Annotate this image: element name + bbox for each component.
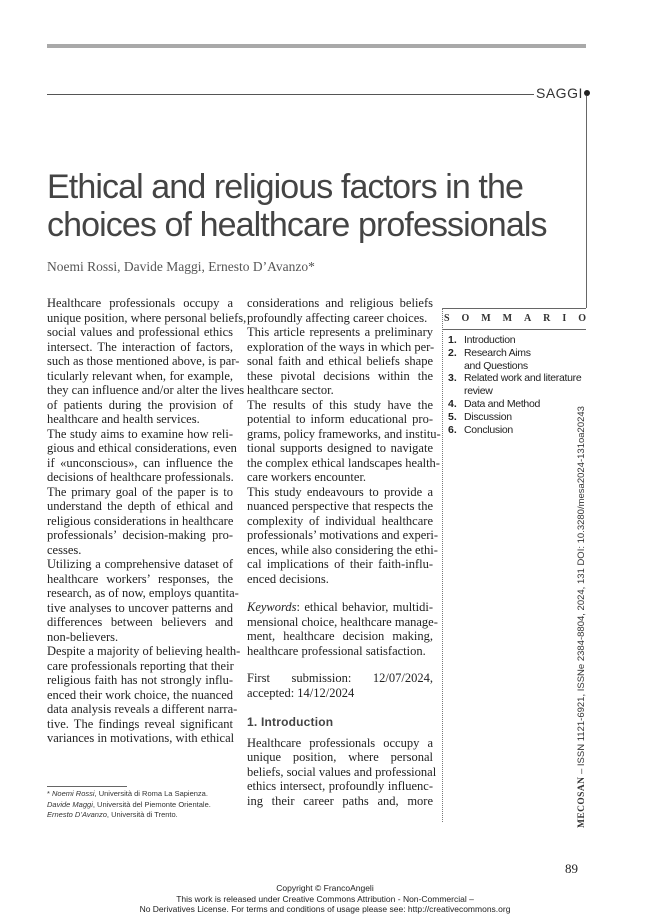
toc-item-label: review [464, 385, 493, 398]
text-line: these pivotal decisions within the [247, 368, 433, 383]
text-line: ences, while also considering the ethi- [247, 542, 438, 557]
page-number: 89 [565, 861, 578, 876]
toc-title-letter: O [461, 313, 470, 324]
text-line: professionals’ motivations and experi- [247, 528, 439, 542]
keywords-line: ment, healthcare decision making, [247, 629, 433, 643]
text-line: The study aims to examine how reli- [47, 426, 233, 441]
toc-top-rule [442, 308, 586, 309]
toc-title-letter: M [481, 313, 491, 324]
footnote-author: Davide Maggi [47, 799, 93, 809]
toc-item[interactable] [448, 372, 588, 398]
toc-title-letter: S [444, 313, 450, 324]
footnote-author: Noemi Rossi [52, 789, 95, 798]
keywords-line: healthcare professional satisfaction. [247, 643, 426, 658]
text-line: Healthcare professionals occupy a [47, 296, 233, 310]
toc-item-number: 6. [448, 423, 457, 436]
text-line: understand the depth of ethical and [47, 499, 233, 513]
footnote-affiliation: , Università di Roma La Sapienza. [94, 789, 208, 798]
toc-item-number: 4. [448, 397, 457, 410]
text-line: nuanced perspective that respects the [247, 499, 433, 513]
toc-item-label: Introduction [464, 334, 516, 346]
text-line: cal implications of their faith-influ- [247, 557, 433, 571]
text-line: profoundly affecting career choices. [247, 310, 428, 325]
footnote-affiliation: , Università del Piemonte Orientale. [92, 799, 211, 809]
text-line: if «unconscious», can influence the [47, 455, 233, 470]
text-line: differences between believers and [47, 615, 233, 629]
text-line: Utilizing a comprehensive dataset of [47, 557, 233, 571]
journal-issn-doi: – ISSN 1121-6921, ISSNe 2384-8804, 2024, 131 DOI: 10.3280/mesa2024-131oa20243 [576, 406, 587, 777]
text-line: professionals’ decision-making pro- [47, 528, 233, 542]
submission-line: First submission: 12/07/2024, [247, 671, 433, 685]
title-line: choices of healthcare professionals [47, 206, 547, 244]
text-line: ethics intersect, profoundly influenc- [247, 779, 433, 793]
section-dot [584, 90, 590, 96]
introduction-text [247, 735, 437, 809]
text-line: This article represents a preliminary [247, 325, 433, 339]
toc-item-number: 2. [448, 346, 457, 359]
title-line: Ethical and religious factors in the [47, 168, 523, 206]
table-of-contents [448, 334, 588, 436]
journal-name: MECOSAN [577, 776, 587, 828]
text-line: ticularly relevant when, for example, [47, 368, 233, 383]
toc-item-number: 3. [448, 372, 457, 385]
text-line: Despite a majority of believing health- [47, 644, 241, 658]
spacer [247, 658, 433, 667]
submission-line: accepted: 14/12/2024 [247, 685, 355, 700]
section-rule [47, 94, 534, 95]
toc-title-rule [442, 329, 586, 330]
text-line: decisions of healthcare professionals. [47, 470, 234, 484]
text-line: Healthcare professionals occupy a [247, 735, 433, 750]
submission-info [247, 671, 433, 700]
text-line: The primary goal of the paper is to [47, 484, 233, 499]
text-line: social values and professional ethics [47, 325, 233, 339]
footnote-affiliation: , Università di Trento. [106, 810, 178, 819]
author-footnotes [47, 789, 211, 821]
text-line: such as those mentioned above, is par- [47, 354, 240, 368]
footnote-marker: * [47, 789, 53, 798]
license-line: This work is released under Creative Commons Attribution - Non-Commercial – [176, 893, 474, 904]
text-line: beliefs, social values and professional [247, 764, 437, 779]
toc-title-letter: M [502, 313, 513, 324]
toc-item[interactable] [448, 398, 588, 411]
text-line: enced decisions. [247, 571, 329, 586]
text-line: tive. The findings reveal significant [47, 716, 233, 731]
toc-title-letter: I [562, 313, 567, 324]
text-line: healthcare workers’ responses, the [47, 571, 233, 586]
toc-title [444, 313, 586, 324]
license-line: No Derivatives License. For terms and conditions of usage please see: http://creativecommons.org [139, 904, 511, 914]
keywords-line [247, 600, 433, 615]
copyright-line: Copyright © FrancoAngeli [276, 883, 374, 893]
text-line: of patients during the provision of [47, 397, 233, 412]
section-label: SAGGI [536, 85, 583, 101]
spacer [247, 700, 433, 709]
article-title [47, 168, 587, 244]
toc-item-label: Related work and literature [464, 372, 582, 385]
toc-title-letter: O [578, 313, 586, 324]
toc-title-letter: A [524, 313, 532, 324]
text-line: ing their career paths and, more [247, 793, 433, 808]
toc-item-label: Research Aims [464, 346, 531, 359]
text-line: grams, policy frameworks, and institu- [247, 426, 441, 441]
footnote-line [47, 789, 211, 800]
text-line: The results of this study have the [247, 397, 433, 412]
text-line: healthcare sector. [247, 383, 334, 397]
toc-item[interactable] [448, 347, 588, 373]
text-line: care professionals reporting that their [47, 658, 234, 673]
section-heading-introduction: 1. Introduction [247, 715, 334, 729]
copyright-notice [0, 883, 650, 915]
journal-sidebar [576, 406, 587, 828]
text-line: intersect. The interaction of factors, [47, 339, 233, 354]
text-line: care workers encounter. [247, 470, 367, 484]
text-line: tive analyses to uncover patterns and [47, 600, 233, 615]
text-line: considerations and religious beliefs [247, 296, 433, 310]
toc-item-label: Discussion [464, 410, 512, 423]
toc-item[interactable] [448, 424, 588, 437]
text-line: they can influence and/or alter the lives [47, 383, 245, 397]
abstract-column-right [247, 296, 441, 808]
text-line: This study endeavours to provide a [247, 484, 433, 499]
text-line: religious faith has not strongly influ- [47, 673, 233, 687]
text-line: tional supports designed to navigate [247, 441, 433, 455]
text-line: cesses. [47, 542, 82, 557]
toc-item-number: 5. [448, 410, 457, 423]
text-line: the complex ethical landscapes health- [247, 455, 440, 470]
top-rule [47, 44, 586, 48]
toc-item[interactable] [448, 334, 588, 347]
toc-item-number: 1. [448, 334, 457, 346]
abstract-column-left [47, 296, 247, 746]
text-line: unique position, where personal beliefs, [47, 310, 247, 325]
text-line: variances in motivations, with ethical [47, 731, 235, 745]
footnote-author: Ernesto D’Avanzo [47, 810, 107, 819]
text-line: religious considerations in healthcare [47, 513, 234, 528]
toc-item-label: Data and Method [464, 397, 541, 410]
text-line: non-believers. [47, 629, 119, 644]
text-line: unique position, where personal [247, 750, 433, 764]
keywords-text: : ethical behavior, multidi- [296, 600, 433, 614]
footnote-line [47, 800, 211, 811]
toc-dotted-rule [442, 308, 443, 822]
abstract-continuation [247, 296, 441, 586]
text-line: research, as of now, employs quantita- [47, 586, 239, 600]
text-line: exploration of the ways in which per- [247, 339, 435, 354]
text-line: sonal faith and ethical beliefs shape [247, 354, 433, 368]
toc-item-label: Conclusion [464, 423, 513, 436]
keywords-line: mensional choice, healthcare manage- [247, 614, 438, 629]
text-line: potential to inform educational pro- [247, 412, 433, 426]
text-line: enced their work choice, the nuanced [47, 687, 234, 702]
keywords-label: Keywords [247, 600, 297, 614]
keywords [247, 600, 438, 658]
footnote-line [47, 810, 211, 821]
text-line: data analysis reveals a different narra- [47, 702, 238, 716]
toc-title-letter: R [543, 313, 551, 324]
toc-item[interactable] [448, 411, 588, 424]
toc-item-label: and Questions [464, 359, 528, 372]
footnote-rule [47, 786, 127, 787]
authors: Noemi Rossi, Davide Maggi, Ernesto D’Avanzo* [47, 259, 315, 274]
text-line: complexity of individual healthcare [247, 513, 433, 528]
spacer [247, 586, 433, 595]
text-line: gious and ethical considerations, even [47, 441, 237, 455]
text-line: healthcare and health services. [47, 412, 200, 426]
